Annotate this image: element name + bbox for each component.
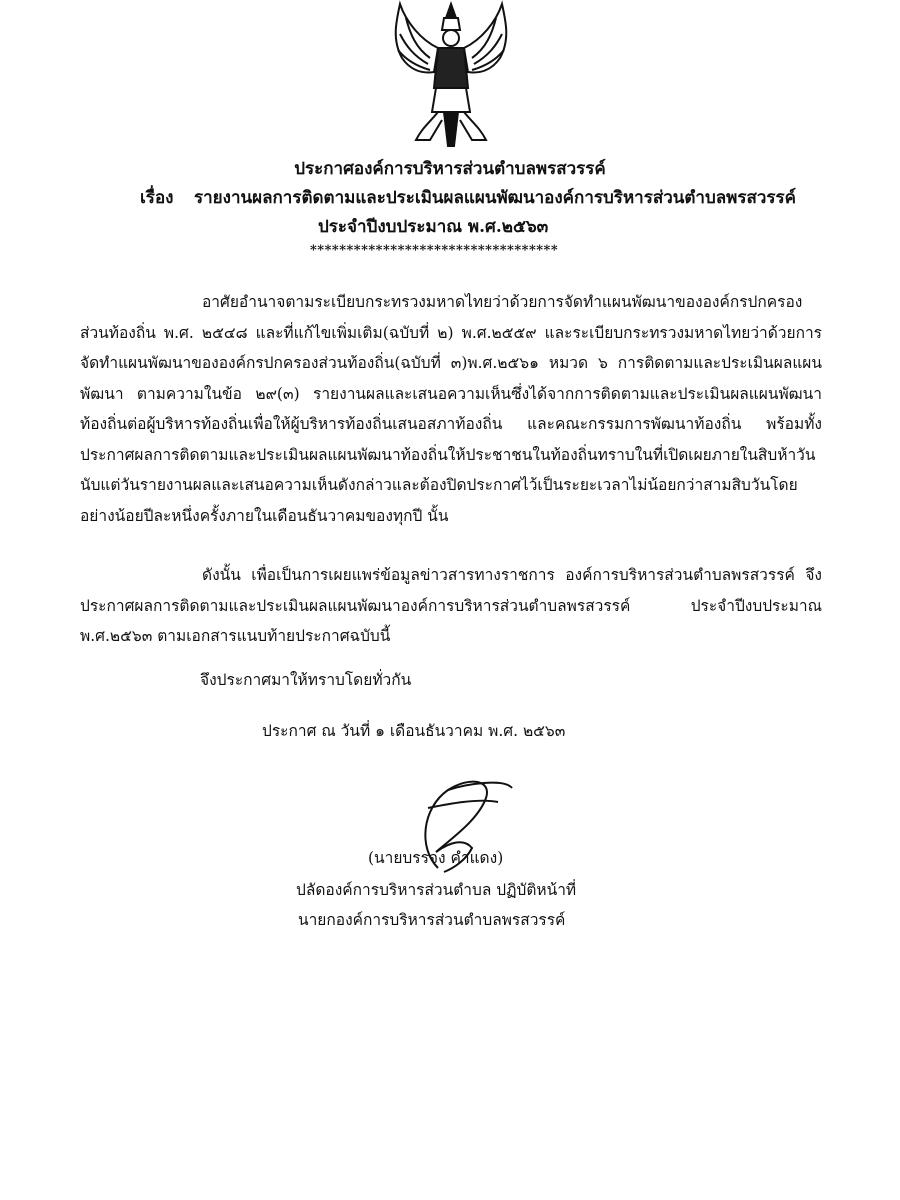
separator-stars: ********************************** [310,243,559,258]
signer-position-mayor: นายกองค์การบริหารส่วนตำบลพรสวรรค์ [298,911,566,929]
notice-closing: จึงประกาศมาให้ทราบโดยทั่วกัน [200,671,412,689]
signature-mark [408,768,518,888]
notice-title: ประกาศองค์การบริหารส่วนตำบลพรสวรรค์ [294,159,606,179]
signer-name: (นายบรรจง คำแดง) [368,849,504,867]
subject-text: รายงานผลการติดตามและประเมินผลแผนพัฒนาองค์การบริหารส่วนตำบลพรสวรรค์ [194,188,797,208]
subject-line [140,184,796,211]
paragraph-authority [80,287,822,531]
paragraph-announcement [80,560,822,652]
subject-label: เรื่อง [140,188,174,208]
paragraph-authority-text: อาศัยอำนาจตามระเบียบกระทรวงมหาดไทยว่าด้วยการจัดทำแผนพัฒนาขององค์กรปกครองส่วนท้องถิ่น พ.ศ. ๒๕๔๘ และที่แก้ไขเพิ่มเติม(ฉบับที่ ๒) พ.ศ.๒๕๕๙ และระเบียบกระทรวงมหาดไทยว่าด้วยการจัดทำแผนพัฒนาขององค์กรปกครองส่วนท้องถิ่น(ฉบับที่ ๓)พ.ศ.๒๕๖๑ หมวด ๖ การติดตามและประเมินผลแผนพัฒนา ตามความในข้อ ๒๙(๓) รายงานผลและเสนอความเห็นซึ่งได้จากการติดตามและประเมินผลแผนพัฒนาท้องถิ่นต่อผู้บริหารท้องถิ่นเพื่อให้ผู้บริหารท้องถิ่นเสนอสภาท้องถิ่น และคณะกรรมการพัฒนาท้องถิ่น พร้อมทั้งประกาศผลการติดตามและประเมินผลแผนพัฒนาท้องถิ่นให้ประชาชนในท้องถิ่นทราบในที่เปิดเผยภายในสิบห้าวันนับแต่วันรายงานผลและเสนอความเห็นดังกล่าวและต้องปิดประกาศไว้เป็นระยะเวลาไม่น้อยกว่าสามสิบวันโดยอย่างน้อยปีละหนึ่งครั้งภายในเดือนธันวาคมของทุกปี นั้น [80,293,822,525]
signer-position-acting: ปลัดองค์การบริหารส่วนตำบล ปฏิบัติหน้าที่ [296,881,577,899]
garuda-emblem-icon [386,0,516,150]
announcement-date: ประกาศ ณ วันที่ ๑ เดือนธันวาคม พ.ศ. ๒๕๖๓ [262,722,566,740]
paragraph-announcement-text: ดังนั้น เพื่อเป็นการเผยแพร่ข้อมูลข่าวสารทางราชการ องค์การบริหารส่วนตำบลพรสวรรค์ จึงประกาศผลการติดตามและประเมินผลแผนพัฒนาองค์การบริหารส่วนตำบลพรสวรรค์ ประจำปีงบประมาณ พ.ศ.๒๕๖๓ ตามเอกสารแนบท้ายประกาศฉบับนี้ [80,566,822,645]
fiscal-year: ประจำปีงบประมาณ พ.ศ.๒๕๖๓ [318,217,549,237]
